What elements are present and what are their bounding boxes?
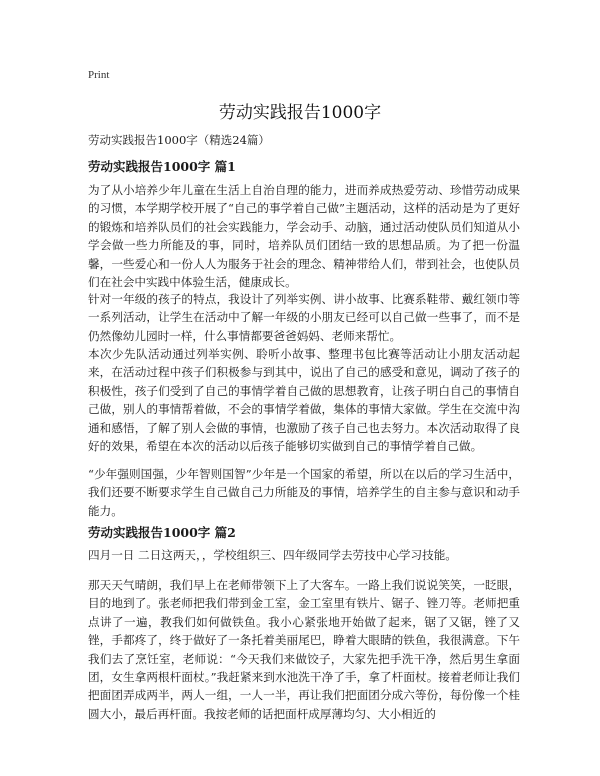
- paragraph: 为了从小培养少年儿童在生活上自治自理的能力，进而养成热爱劳动、珍惜劳动成果的习惯，本学期学校开展了“自己的事学着自己做”主题活动，这样的活动是为了更好的锻炼和培养队员们的社会实践能力，学会动手、动脑，通过活动使队员们知道从小学会做一些力所能及的事，同时，培养队员们团结一致的思想品质。为了把一份温馨，一些爱心和一份人人为服务于社会的理念、精神带给人们，带到社会，也使队员们在社会中实践中体验生活，健康成长。: [88, 183, 520, 290]
- section-heading: [88, 157, 520, 175]
- print-link[interactable]: Print: [88, 69, 110, 81]
- document-subtitle: 劳动实践报告1000字（精选24篇）: [88, 133, 270, 147]
- section-2-heading: 劳动实践报告1000字 篇2: [88, 525, 236, 540]
- paragraph: “少年强则国强，少年智则国智”少年是一个国家的希望，所以在以后的学习生活中，我们还要不断要求学生自己做自己力所能及的事情，培养学生的自主参与意识和动手能力。: [88, 467, 520, 518]
- paragraph: 那天天气晴朗，我们早上在老师带领下上了大客车。一路上我们说说笑笑，一眨眼，目的地到了。张老师把我们带到金工室，金工室里有铁片、锯子、锉刀等。老师把重点讲了一遍，教我们如何做铁鱼。我小心紧张地开始做了起来，锯了又锯，锉了又锉，手都疼了，终于做好了一条托着美丽尾巴，睁着大眼睛的铁鱼，我很满意。下午我们去了烹饪室，老师说：“今天我们来做饺子，大家先把手洗干净，然后男生拿面团，女生拿两根杆面杖。”我赶紧来到水池洗干净了手，拿了杆面杖。接着老师让我们把面团弄成两半，两人一组，一人一半，再让我们把面团分成六等份，每份像一个桂圆大小，最后再杆面。我按老师的话把面杆成厚薄均匀、大小相近的: [88, 578, 520, 721]
- page-title: 劳动实践报告1000字: [218, 103, 382, 123]
- section-heading: [88, 523, 520, 541]
- paragraph: 四月一日 二日这两天，，学校组织三、四年级同学去劳技中心学习技能。: [88, 548, 457, 562]
- section-1-heading: 劳动实践报告1000字 篇1: [88, 159, 236, 174]
- paragraph: 本次少先队活动通过列举实例、聆听小故事、整理书包比赛等活动让小朋友活动起来，在活动过程中孩子们积极参与到其中，说出了自己的感受和意见，调动了孩子的积极性，孩子们受到了自己的事情学着自己做的思想教育，让孩子明白自己的事情自己做，别人的事情帮着做，不会的事情学着做，集体的事情大家做。学生在交流中沟通和感悟，了解了别人会做的事情，也激励了孩子自己也去努力。本次活动取得了良好的效果，希望在本次的活动以后孩子能够切实做到自己的事情学着自己做。: [88, 347, 520, 454]
- paragraph: 针对一年级的孩子的特点，我设计了列举实例、讲小故事、比赛系鞋带、戴红领巾等一系列活动，让学生在活动中了解一年级的小朋友已经可以自己做一些事了，而不是仍然像幼儿园时一样，什么事情都要爸爸妈妈、老师来帮忙。: [88, 292, 520, 343]
